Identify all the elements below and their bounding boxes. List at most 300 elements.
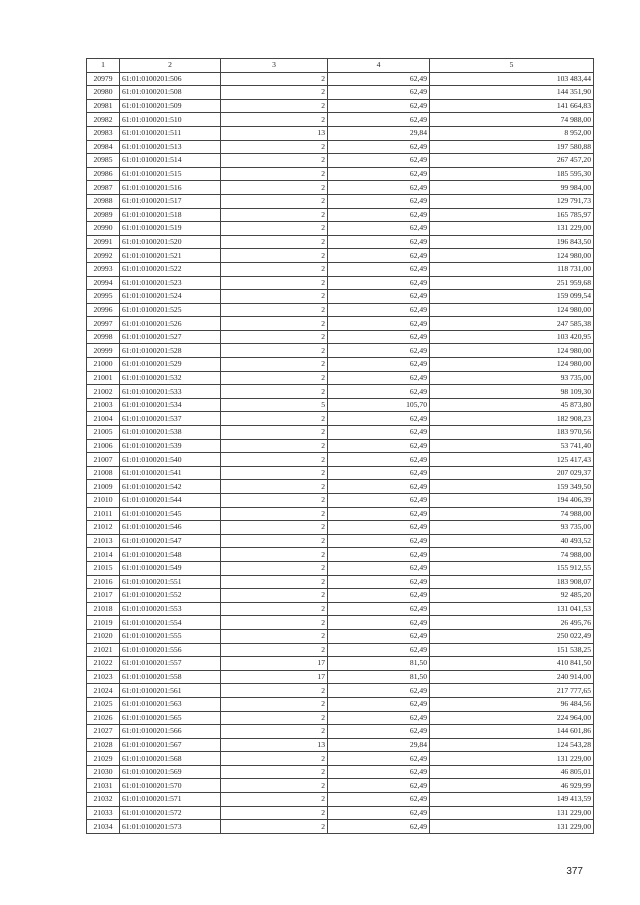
column-4-cell: 62,49 bbox=[328, 344, 430, 358]
row-number-cell: 21022 bbox=[87, 657, 120, 671]
table-row bbox=[87, 507, 594, 521]
table-row bbox=[87, 453, 594, 467]
column-3-cell: 2 bbox=[221, 480, 328, 494]
column-3-cell: 2 bbox=[221, 181, 328, 195]
cadastral-number-cell: 61:01:0100201:557 bbox=[120, 657, 221, 671]
row-number-cell: 21008 bbox=[87, 466, 120, 480]
cadastral-number-cell: 61:01:0100201:515 bbox=[120, 167, 221, 181]
column-5-cell: 197 580,88 bbox=[430, 140, 594, 154]
table-row bbox=[87, 806, 594, 820]
column-4-cell: 29,84 bbox=[328, 738, 430, 752]
cadastral-number-cell: 61:01:0100201:544 bbox=[120, 494, 221, 508]
cadastral-number-cell: 61:01:0100201:570 bbox=[120, 779, 221, 793]
column-3-cell: 2 bbox=[221, 208, 328, 222]
column-5-cell: 149 413,59 bbox=[430, 793, 594, 807]
cadastral-number-cell: 61:01:0100201:520 bbox=[120, 235, 221, 249]
table-row bbox=[87, 126, 594, 140]
cadastral-number-cell: 61:01:0100201:566 bbox=[120, 725, 221, 739]
column-3-cell: 2 bbox=[221, 820, 328, 834]
cadastral-number-cell: 61:01:0100201:524 bbox=[120, 290, 221, 304]
column-5-cell: 183 970,56 bbox=[430, 426, 594, 440]
row-number-cell: 20986 bbox=[87, 167, 120, 181]
row-number-cell: 21007 bbox=[87, 453, 120, 467]
column-5-cell: 151 538,25 bbox=[430, 643, 594, 657]
table-row bbox=[87, 494, 594, 508]
column-4-cell: 62,49 bbox=[328, 453, 430, 467]
table-row bbox=[87, 249, 594, 263]
cadastral-number-cell: 61:01:0100201:506 bbox=[120, 72, 221, 86]
row-number-cell: 21005 bbox=[87, 426, 120, 440]
cadastral-number-cell: 61:01:0100201:568 bbox=[120, 752, 221, 766]
table-row bbox=[87, 670, 594, 684]
row-number-cell: 21028 bbox=[87, 738, 120, 752]
table-row bbox=[87, 725, 594, 739]
cadastral-number-cell: 61:01:0100201:571 bbox=[120, 793, 221, 807]
column-3-cell: 2 bbox=[221, 330, 328, 344]
column-3-cell: 2 bbox=[221, 86, 328, 100]
column-4-cell: 62,49 bbox=[328, 113, 430, 127]
column-5-cell: 131 229,00 bbox=[430, 222, 594, 236]
cadastral-number-cell: 61:01:0100201:529 bbox=[120, 358, 221, 372]
table-row bbox=[87, 194, 594, 208]
cadastral-number-cell: 61:01:0100201:533 bbox=[120, 385, 221, 399]
column-5-cell: 182 908,23 bbox=[430, 412, 594, 426]
row-number-cell: 20999 bbox=[87, 344, 120, 358]
table-row bbox=[87, 602, 594, 616]
column-5-cell: 183 908,07 bbox=[430, 575, 594, 589]
column-4-cell: 62,49 bbox=[328, 330, 430, 344]
column-4-cell: 81,50 bbox=[328, 670, 430, 684]
column-3-cell: 2 bbox=[221, 466, 328, 480]
column-5-cell: 99 984,00 bbox=[430, 181, 594, 195]
table-row bbox=[87, 358, 594, 372]
column-header-5: 5 bbox=[430, 59, 594, 73]
table-row bbox=[87, 99, 594, 113]
table-row bbox=[87, 317, 594, 331]
column-5-cell: 207 029,37 bbox=[430, 466, 594, 480]
row-number-cell: 21009 bbox=[87, 480, 120, 494]
column-4-cell: 105,70 bbox=[328, 398, 430, 412]
column-5-cell: 240 914,00 bbox=[430, 670, 594, 684]
table-row bbox=[87, 439, 594, 453]
page-number: 377 bbox=[566, 866, 583, 877]
cadastral-number-cell: 61:01:0100201:541 bbox=[120, 466, 221, 480]
column-3-cell: 2 bbox=[221, 507, 328, 521]
column-4-cell: 29,84 bbox=[328, 126, 430, 140]
table-row bbox=[87, 616, 594, 630]
row-number-cell: 20989 bbox=[87, 208, 120, 222]
column-3-cell: 2 bbox=[221, 276, 328, 290]
column-3-cell: 2 bbox=[221, 453, 328, 467]
row-number-cell: 20985 bbox=[87, 154, 120, 168]
table-row bbox=[87, 86, 594, 100]
column-4-cell: 62,49 bbox=[328, 72, 430, 86]
column-5-cell: 8 952,00 bbox=[430, 126, 594, 140]
cadastral-number-cell: 61:01:0100201:509 bbox=[120, 99, 221, 113]
table-row bbox=[87, 330, 594, 344]
column-5-cell: 124 980,00 bbox=[430, 358, 594, 372]
column-3-cell: 2 bbox=[221, 793, 328, 807]
column-5-cell: 45 873,80 bbox=[430, 398, 594, 412]
table-row bbox=[87, 534, 594, 548]
column-4-cell: 62,49 bbox=[328, 208, 430, 222]
cadastral-number-cell: 61:01:0100201:508 bbox=[120, 86, 221, 100]
row-number-cell: 21010 bbox=[87, 494, 120, 508]
column-4-cell: 62,49 bbox=[328, 317, 430, 331]
row-number-cell: 21024 bbox=[87, 684, 120, 698]
column-4-cell: 62,49 bbox=[328, 480, 430, 494]
cadastral-number-cell: 61:01:0100201:516 bbox=[120, 181, 221, 195]
row-number-cell: 20979 bbox=[87, 72, 120, 86]
cadastral-number-cell: 61:01:0100201:553 bbox=[120, 602, 221, 616]
table-row bbox=[87, 235, 594, 249]
cadastral-number-cell: 61:01:0100201:547 bbox=[120, 534, 221, 548]
column-4-cell: 62,49 bbox=[328, 629, 430, 643]
column-4-cell: 62,49 bbox=[328, 262, 430, 276]
row-number-cell: 21019 bbox=[87, 616, 120, 630]
table-row bbox=[87, 657, 594, 671]
table-row bbox=[87, 426, 594, 440]
column-4-cell: 62,49 bbox=[328, 235, 430, 249]
row-number-cell: 21026 bbox=[87, 711, 120, 725]
column-3-cell: 2 bbox=[221, 602, 328, 616]
column-4-cell: 62,49 bbox=[328, 181, 430, 195]
row-number-cell: 21012 bbox=[87, 521, 120, 535]
table-row bbox=[87, 113, 594, 127]
column-3-cell: 2 bbox=[221, 222, 328, 236]
column-4-cell: 62,49 bbox=[328, 276, 430, 290]
column-5-cell: 131 041,53 bbox=[430, 602, 594, 616]
table-row bbox=[87, 72, 594, 86]
table-row bbox=[87, 738, 594, 752]
column-5-cell: 250 022,49 bbox=[430, 629, 594, 643]
column-3-cell: 2 bbox=[221, 684, 328, 698]
table-row bbox=[87, 711, 594, 725]
column-5-cell: 74 988,00 bbox=[430, 507, 594, 521]
table-row bbox=[87, 752, 594, 766]
column-5-cell: 26 495,76 bbox=[430, 616, 594, 630]
column-5-cell: 144 351,90 bbox=[430, 86, 594, 100]
column-4-cell: 62,49 bbox=[328, 222, 430, 236]
column-3-cell: 2 bbox=[221, 629, 328, 643]
column-3-cell: 2 bbox=[221, 113, 328, 127]
row-number-cell: 21018 bbox=[87, 602, 120, 616]
column-3-cell: 2 bbox=[221, 72, 328, 86]
column-3-cell: 2 bbox=[221, 575, 328, 589]
column-5-cell: 40 493,52 bbox=[430, 534, 594, 548]
column-4-cell: 62,49 bbox=[328, 820, 430, 834]
column-5-cell: 103 483,44 bbox=[430, 72, 594, 86]
column-4-cell: 62,49 bbox=[328, 602, 430, 616]
column-4-cell: 62,49 bbox=[328, 548, 430, 562]
row-number-cell: 20982 bbox=[87, 113, 120, 127]
cadastral-number-cell: 61:01:0100201:567 bbox=[120, 738, 221, 752]
column-3-cell: 2 bbox=[221, 154, 328, 168]
row-number-cell: 21017 bbox=[87, 589, 120, 603]
column-5-cell: 131 229,00 bbox=[430, 806, 594, 820]
column-4-cell: 62,49 bbox=[328, 99, 430, 113]
table-row bbox=[87, 548, 594, 562]
column-5-cell: 46 805,01 bbox=[430, 765, 594, 779]
column-4-cell: 62,49 bbox=[328, 752, 430, 766]
column-5-cell: 93 735,00 bbox=[430, 521, 594, 535]
column-5-cell: 144 601,86 bbox=[430, 725, 594, 739]
column-3-cell: 2 bbox=[221, 317, 328, 331]
cadastral-number-cell: 61:01:0100201:558 bbox=[120, 670, 221, 684]
column-5-cell: 251 959,68 bbox=[430, 276, 594, 290]
cadastral-number-cell: 61:01:0100201:549 bbox=[120, 561, 221, 575]
table-row bbox=[87, 276, 594, 290]
column-3-cell: 2 bbox=[221, 344, 328, 358]
column-5-cell: 224 964,00 bbox=[430, 711, 594, 725]
column-5-cell: 159 349,50 bbox=[430, 480, 594, 494]
cadastral-number-cell: 61:01:0100201:556 bbox=[120, 643, 221, 657]
column-4-cell: 62,49 bbox=[328, 793, 430, 807]
table-row bbox=[87, 140, 594, 154]
row-number-cell: 21001 bbox=[87, 371, 120, 385]
table-row bbox=[87, 629, 594, 643]
cadastral-number-cell: 61:01:0100201:527 bbox=[120, 330, 221, 344]
table-row bbox=[87, 181, 594, 195]
column-3-cell: 17 bbox=[221, 657, 328, 671]
column-3-cell: 2 bbox=[221, 371, 328, 385]
row-number-cell: 21016 bbox=[87, 575, 120, 589]
table-row bbox=[87, 154, 594, 168]
column-4-cell: 62,49 bbox=[328, 725, 430, 739]
column-4-cell: 62,49 bbox=[328, 616, 430, 630]
cadastral-number-cell: 61:01:0100201:573 bbox=[120, 820, 221, 834]
column-4-cell: 62,49 bbox=[328, 140, 430, 154]
column-5-cell: 196 843,50 bbox=[430, 235, 594, 249]
column-4-cell: 62,49 bbox=[328, 303, 430, 317]
table-row bbox=[87, 561, 594, 575]
cadastral-number-cell: 61:01:0100201:537 bbox=[120, 412, 221, 426]
column-3-cell: 13 bbox=[221, 126, 328, 140]
cadastral-number-cell: 61:01:0100201:540 bbox=[120, 453, 221, 467]
column-3-cell: 2 bbox=[221, 140, 328, 154]
column-4-cell: 62,49 bbox=[328, 684, 430, 698]
column-4-cell: 62,49 bbox=[328, 426, 430, 440]
column-5-cell: 131 229,00 bbox=[430, 752, 594, 766]
table-row bbox=[87, 290, 594, 304]
cadastral-number-cell: 61:01:0100201:555 bbox=[120, 629, 221, 643]
cadastral-number-cell: 61:01:0100201:521 bbox=[120, 249, 221, 263]
column-5-cell: 129 791,73 bbox=[430, 194, 594, 208]
cadastral-number-cell: 61:01:0100201:563 bbox=[120, 697, 221, 711]
cadastral-number-cell: 61:01:0100201:565 bbox=[120, 711, 221, 725]
cadastral-number-cell: 61:01:0100201:518 bbox=[120, 208, 221, 222]
column-5-cell: 267 457,20 bbox=[430, 154, 594, 168]
column-3-cell: 2 bbox=[221, 494, 328, 508]
table-row bbox=[87, 521, 594, 535]
column-5-cell: 247 585,38 bbox=[430, 317, 594, 331]
row-number-cell: 21030 bbox=[87, 765, 120, 779]
row-number-cell: 21006 bbox=[87, 439, 120, 453]
table-row bbox=[87, 697, 594, 711]
cadastral-number-cell: 61:01:0100201:532 bbox=[120, 371, 221, 385]
column-5-cell: 159 099,54 bbox=[430, 290, 594, 304]
cadastral-number-cell: 61:01:0100201:523 bbox=[120, 276, 221, 290]
table-row bbox=[87, 167, 594, 181]
column-3-cell: 2 bbox=[221, 303, 328, 317]
column-4-cell: 62,49 bbox=[328, 194, 430, 208]
column-5-cell: 46 929,99 bbox=[430, 779, 594, 793]
column-5-cell: 92 485,20 bbox=[430, 589, 594, 603]
column-3-cell: 2 bbox=[221, 249, 328, 263]
column-3-cell: 2 bbox=[221, 779, 328, 793]
cadastral-number-cell: 61:01:0100201:569 bbox=[120, 765, 221, 779]
table-body bbox=[87, 72, 594, 833]
column-4-cell: 62,49 bbox=[328, 765, 430, 779]
column-5-cell: 410 841,50 bbox=[430, 657, 594, 671]
table-row bbox=[87, 480, 594, 494]
cadastral-number-cell: 61:01:0100201:525 bbox=[120, 303, 221, 317]
column-4-cell: 62,49 bbox=[328, 779, 430, 793]
column-4-cell: 81,50 bbox=[328, 657, 430, 671]
column-3-cell: 5 bbox=[221, 398, 328, 412]
row-number-cell: 20992 bbox=[87, 249, 120, 263]
row-number-cell: 20981 bbox=[87, 99, 120, 113]
column-5-cell: 141 664,83 bbox=[430, 99, 594, 113]
row-number-cell: 21011 bbox=[87, 507, 120, 521]
column-3-cell: 17 bbox=[221, 670, 328, 684]
cadastral-number-cell: 61:01:0100201:513 bbox=[120, 140, 221, 154]
column-4-cell: 62,49 bbox=[328, 86, 430, 100]
table-row bbox=[87, 466, 594, 480]
column-5-cell: 53 741,40 bbox=[430, 439, 594, 453]
row-number-cell: 21021 bbox=[87, 643, 120, 657]
column-4-cell: 62,49 bbox=[328, 290, 430, 304]
column-4-cell: 62,49 bbox=[328, 412, 430, 426]
row-number-cell: 21014 bbox=[87, 548, 120, 562]
column-4-cell: 62,49 bbox=[328, 521, 430, 535]
column-5-cell: 131 229,00 bbox=[430, 820, 594, 834]
column-3-cell: 2 bbox=[221, 534, 328, 548]
cadastral-number-cell: 61:01:0100201:572 bbox=[120, 806, 221, 820]
column-4-cell: 62,49 bbox=[328, 575, 430, 589]
row-number-cell: 21031 bbox=[87, 779, 120, 793]
table-row bbox=[87, 684, 594, 698]
row-number-cell: 21004 bbox=[87, 412, 120, 426]
column-4-cell: 62,49 bbox=[328, 589, 430, 603]
cadastral-number-cell: 61:01:0100201:554 bbox=[120, 616, 221, 630]
column-4-cell: 62,49 bbox=[328, 507, 430, 521]
row-number-cell: 20980 bbox=[87, 86, 120, 100]
row-number-cell: 20990 bbox=[87, 222, 120, 236]
column-4-cell: 62,49 bbox=[328, 154, 430, 168]
column-5-cell: 124 543,28 bbox=[430, 738, 594, 752]
column-5-cell: 124 980,00 bbox=[430, 303, 594, 317]
column-3-cell: 2 bbox=[221, 616, 328, 630]
column-5-cell: 96 484,56 bbox=[430, 697, 594, 711]
column-3-cell: 2 bbox=[221, 752, 328, 766]
cadastral-number-cell: 61:01:0100201:511 bbox=[120, 126, 221, 140]
row-number-cell: 21003 bbox=[87, 398, 120, 412]
column-5-cell: 185 595,30 bbox=[430, 167, 594, 181]
column-header-2: 2 bbox=[120, 59, 221, 73]
column-4-cell: 62,49 bbox=[328, 358, 430, 372]
row-number-cell: 21002 bbox=[87, 385, 120, 399]
column-3-cell: 2 bbox=[221, 806, 328, 820]
cadastral-number-cell: 61:01:0100201:548 bbox=[120, 548, 221, 562]
column-4-cell: 62,49 bbox=[328, 806, 430, 820]
row-number-cell: 21015 bbox=[87, 561, 120, 575]
table-row bbox=[87, 779, 594, 793]
row-number-cell: 21027 bbox=[87, 725, 120, 739]
column-4-cell: 62,49 bbox=[328, 371, 430, 385]
cadastral-number-cell: 61:01:0100201:539 bbox=[120, 439, 221, 453]
row-number-cell: 21029 bbox=[87, 752, 120, 766]
column-5-cell: 74 988,00 bbox=[430, 113, 594, 127]
column-5-cell: 125 417,43 bbox=[430, 453, 594, 467]
row-number-cell: 21023 bbox=[87, 670, 120, 684]
row-number-cell: 21033 bbox=[87, 806, 120, 820]
column-3-cell: 2 bbox=[221, 426, 328, 440]
cadastral-number-cell: 61:01:0100201:546 bbox=[120, 521, 221, 535]
data-table bbox=[86, 58, 594, 834]
column-3-cell: 2 bbox=[221, 262, 328, 276]
column-3-cell: 2 bbox=[221, 194, 328, 208]
row-number-cell: 20993 bbox=[87, 262, 120, 276]
column-3-cell: 2 bbox=[221, 589, 328, 603]
cadastral-number-cell: 61:01:0100201:542 bbox=[120, 480, 221, 494]
column-4-cell: 62,49 bbox=[328, 534, 430, 548]
row-number-cell: 21013 bbox=[87, 534, 120, 548]
column-3-cell: 2 bbox=[221, 290, 328, 304]
cadastral-number-cell: 61:01:0100201:517 bbox=[120, 194, 221, 208]
cadastral-number-cell: 61:01:0100201:551 bbox=[120, 575, 221, 589]
table-row bbox=[87, 820, 594, 834]
table-row bbox=[87, 643, 594, 657]
cadastral-number-cell: 61:01:0100201:522 bbox=[120, 262, 221, 276]
table-row bbox=[87, 222, 594, 236]
column-4-cell: 62,49 bbox=[328, 439, 430, 453]
cadastral-number-cell: 61:01:0100201:514 bbox=[120, 154, 221, 168]
table-row bbox=[87, 398, 594, 412]
table-row bbox=[87, 371, 594, 385]
column-5-cell: 194 406,39 bbox=[430, 494, 594, 508]
cadastral-number-cell: 61:01:0100201:552 bbox=[120, 589, 221, 603]
row-number-cell: 21000 bbox=[87, 358, 120, 372]
column-5-cell: 93 735,00 bbox=[430, 371, 594, 385]
column-3-cell: 2 bbox=[221, 235, 328, 249]
table-row bbox=[87, 575, 594, 589]
column-4-cell: 62,49 bbox=[328, 697, 430, 711]
cadastral-number-cell: 61:01:0100201:528 bbox=[120, 344, 221, 358]
cadastral-number-cell: 61:01:0100201:561 bbox=[120, 684, 221, 698]
cadastral-number-cell: 61:01:0100201:510 bbox=[120, 113, 221, 127]
table-row bbox=[87, 344, 594, 358]
row-number-cell: 20984 bbox=[87, 140, 120, 154]
cadastral-number-cell: 61:01:0100201:526 bbox=[120, 317, 221, 331]
column-4-cell: 62,49 bbox=[328, 643, 430, 657]
table-header-row bbox=[87, 59, 594, 73]
row-number-cell: 20987 bbox=[87, 181, 120, 195]
column-5-cell: 217 777,65 bbox=[430, 684, 594, 698]
column-4-cell: 62,49 bbox=[328, 494, 430, 508]
row-number-cell: 20996 bbox=[87, 303, 120, 317]
row-number-cell: 20983 bbox=[87, 126, 120, 140]
column-3-cell: 2 bbox=[221, 711, 328, 725]
column-4-cell: 62,49 bbox=[328, 711, 430, 725]
column-3-cell: 2 bbox=[221, 765, 328, 779]
column-3-cell: 2 bbox=[221, 521, 328, 535]
table-row bbox=[87, 793, 594, 807]
column-header-1: 1 bbox=[87, 59, 120, 73]
cadastral-number-cell: 61:01:0100201:534 bbox=[120, 398, 221, 412]
column-5-cell: 165 785,97 bbox=[430, 208, 594, 222]
cadastral-number-cell: 61:01:0100201:538 bbox=[120, 426, 221, 440]
